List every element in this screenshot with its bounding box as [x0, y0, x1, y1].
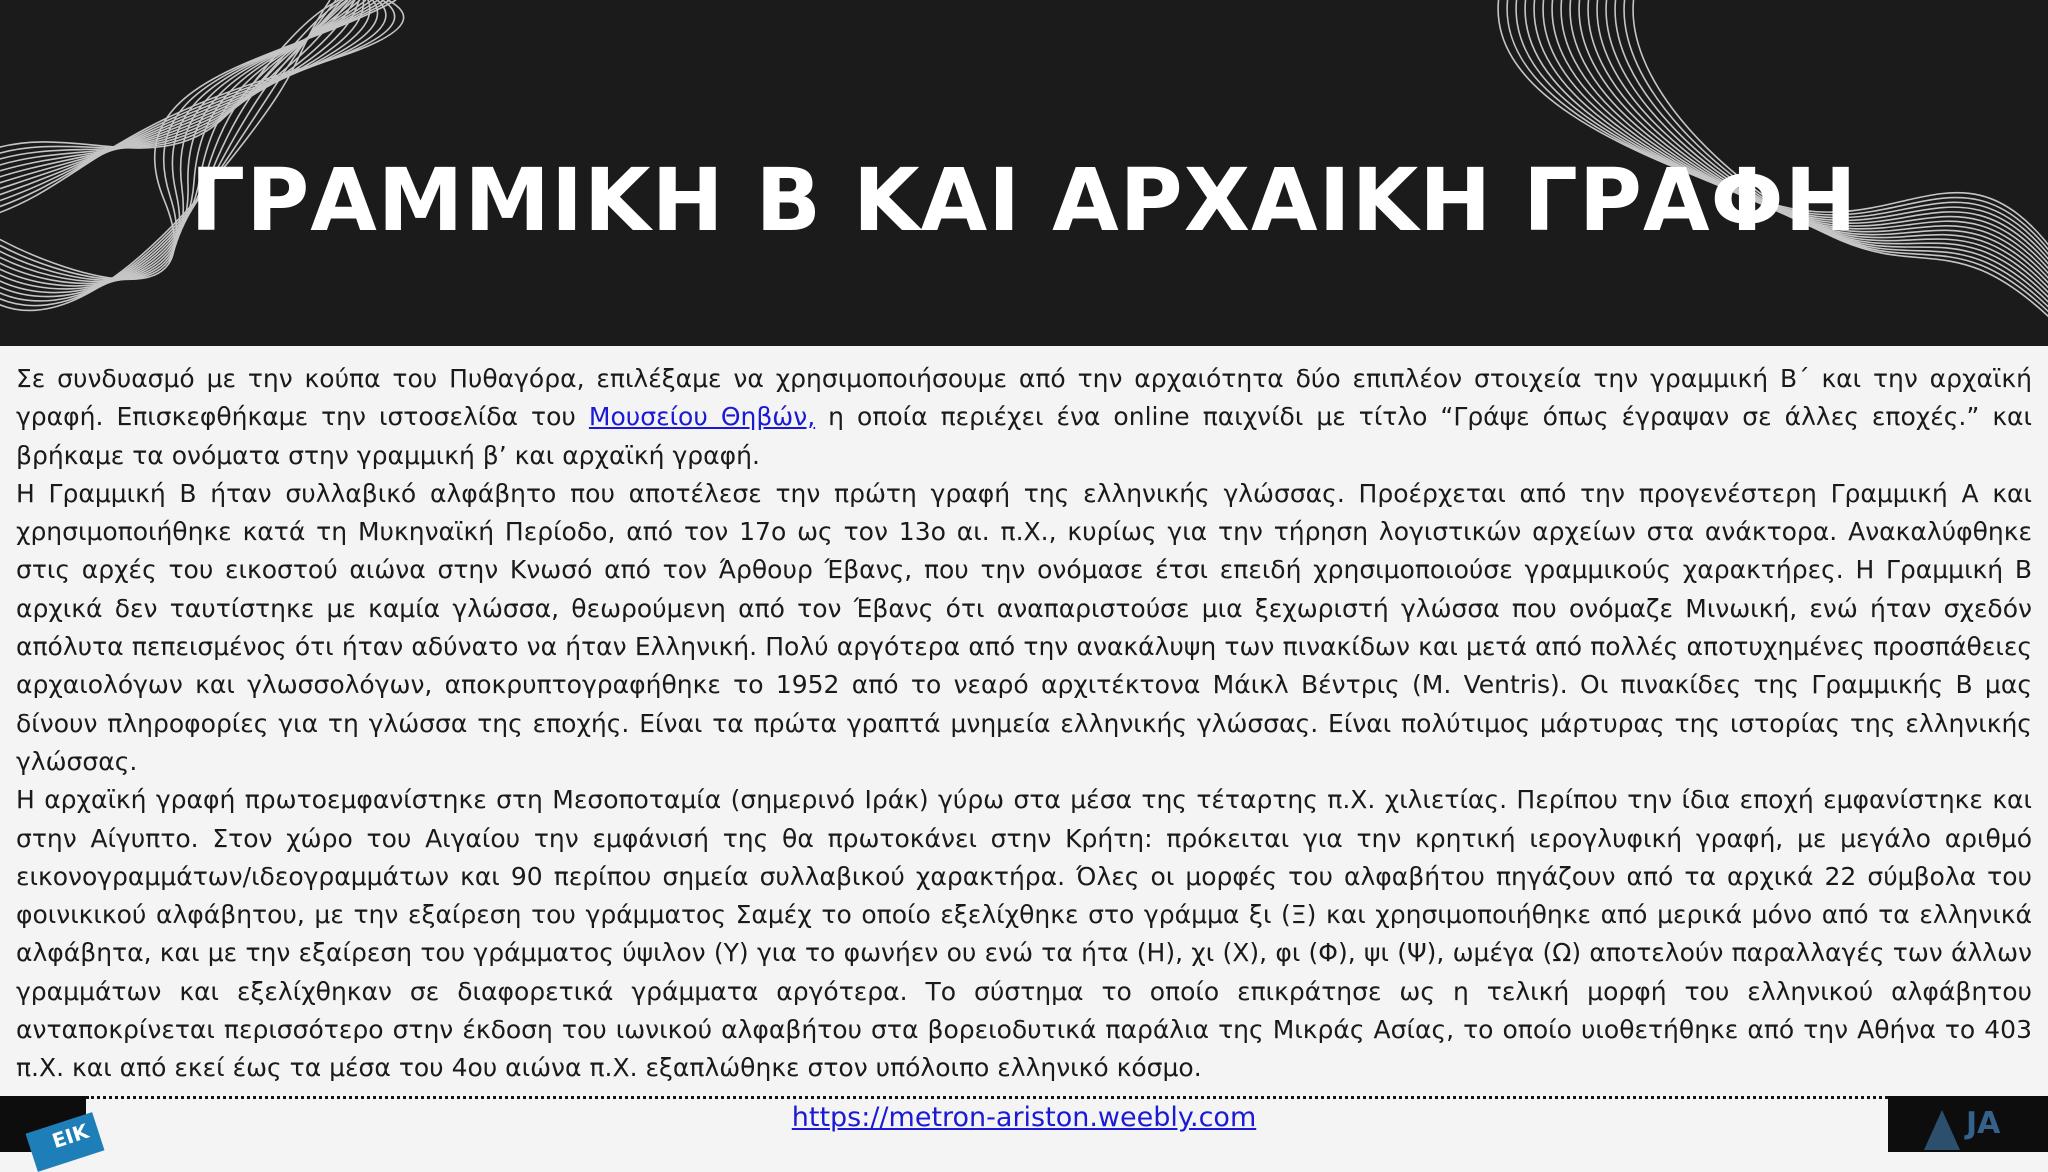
linear-b-paragraph: Η Γραμμική Β ήταν συλλαβικό αλφάβητο που αποτέλεσε την πρώτη γραφή της ελληνικής γλώσσας. Προέρχεται από την προγενέστερη Γραμμική Α και χρησιμοποιήθηκε κατά τη Μυκηναϊκή Περίοδο, από τον 17ο ως τον 13ο αι. π.Χ., κυρίως για την τήρηση λογιστικών αρχείων στα ανάκτορα. Ανακαλύφθηκε στις αρχές του εικοστού αιώνα στην Κνωσό από τον Άρθουρ Έβανς, που την ονόμασε έτσι επειδή χρησιμοποιούσε γραμμικούς χαρακτήρες. Η Γραμμική Β αρχικά δεν ταυτίστηκε με καμία γλώσσα, θεωρούμενη από τον Έβανς ότι αναπαριστούσε μια ξεχωριστή γλώσσα που ονόμαζε Μινωική, ενώ ήταν σχεδόν απόλυτα πεπεισμένος ότι ήταν αδύνατο να ήταν Ελληνική. Πολύ αργότερα από την ανακάλυψη των πινακίδων και μετά από πολλές αποτυχημένες προσπάθειες αρχαιολόγων και γλωσσολόγων, αποκρυπτογραφήθηκε το 1952 από το νεαρό αρχιτέκτονα Μάικλ Βέντρις (M. Ventris). Οι πινακίδες της Γραμμικής Β μας δίνουν πληροφορίες για τη γλώσσα της εποχής. Είναι τα πρώτα γραπτά μνημεία ελληνικής γλώσσας. Είναι πολύτιμος μάρτυρας της ιστορίας της ελληνικής γλώσσας.: [16, 478, 2032, 776]
page-title: ΓΡΑΜΜΙΚΗ Β ΚΑΙ ΑΡΧΑΙΚΗ ΓΡΑΦΗ: [190, 151, 1858, 251]
intro-text-end: η οποία περιέχει ένα online παιχνίδι με τίτλο “Γράψε όπως έγραψαν σε άλλες εποχές.” και βρήκαμε τα ονόματα στην γραμμική β’ και αρχαϊκή γραφή.: [16, 402, 2032, 470]
right-logo: [1888, 1096, 2048, 1152]
title-banner: [0, 0, 2048, 346]
archaic-script-paragraph: Η αρχαϊκή γραφή πρωτοεμφανίστηκε στη Μεσοποταμία (σημερινό Ιράκ) γύρω στα μέσα της τέταρτης π.Χ. χιλιετίας. Περίπου την ίδια εποχή εμφανίστηκε και στην Αίγυπτο. Στον χώρο του Αιγαίου την εμφάνισή της θα πρωτοκάνει στην Κρήτη: πρόκειται για την κρητική ιερογλυφική γραφή, με μεγάλο αριθμό εικονογραμμάτων/ιδεογραμμάτων και 90 περίπου σημεία συλλαβικού χαρακτήρα. Όλες οι μορφές του αλφαβήτου πηγάζουν από τα αρχικά 22 σύμβολα του φοινικικού αλφάβητου, με την εξαίρεση του γράμματος Σαμέχ το οποίο εξελίχθηκε στο γράμμα ξι (Ξ) και χρησιμοποιήθηκε από μερικά μόνο από τα ελληνικά αλφάβητα, και με την εξαίρεση του γράμματος ύψιλον (Υ) για το φωνήεν ου ενώ τα ήτα (Η), χι (Χ), φι (Φ), ψι (Ψ), ωμέγα (Ω) αποτελούν παραλλαγές των άλλων γραμμάτων και εξελίχθηκαν σε διαφορετικά γράμματα αργότερα. Το σύστημα το οποίο επικράτησε ως η τελική μορφή του ελληνικού αλφάβητου ανταποκρίνεται περισσότερο στην έκδοση του ιωνικού αλφαβήτου στα βορειοδυτικά παράλια της Μικράς Ασίας, το οποίο υιοθετήθηκε από την Αθήνα το 403 π.Χ. και από εκεί έως τα μέσα του 4ου αιώνα π.Χ. εξαπλώθηκε στον υπόλοιπο ελληνικό κόσμο.: [16, 785, 2032, 1083]
wave-line: [0, 0, 414, 156]
right-logo-text: JA: [1966, 1106, 2001, 1141]
footer-divider: [86, 1096, 1888, 1099]
article-body: [16, 360, 2032, 1126]
museum-link[interactable]: Μουσείου Θηβών,: [588, 402, 816, 432]
left-logo: [0, 1096, 92, 1154]
website-link[interactable]: https://metron-ariston.weebly.com: [791, 1102, 1257, 1133]
left-logo-text: ΕΙΚ: [49, 1118, 92, 1154]
intro-paragraph: [16, 360, 2032, 475]
footer: [0, 1094, 2048, 1152]
right-logo-shape: [1924, 1110, 1960, 1150]
intro-text-start: Σε συνδυασμό με την κούπα του Πυθαγόρα, επιλέξαμε να χρησιμοποιήσουμε από την αρχαιότητα δύο επιπλέον στοιχεία την γραμμική Β΄ και την αρχαϊκή γραφή. Επισκεφθήκαμε την ιστοσελίδα του: [16, 364, 2032, 432]
